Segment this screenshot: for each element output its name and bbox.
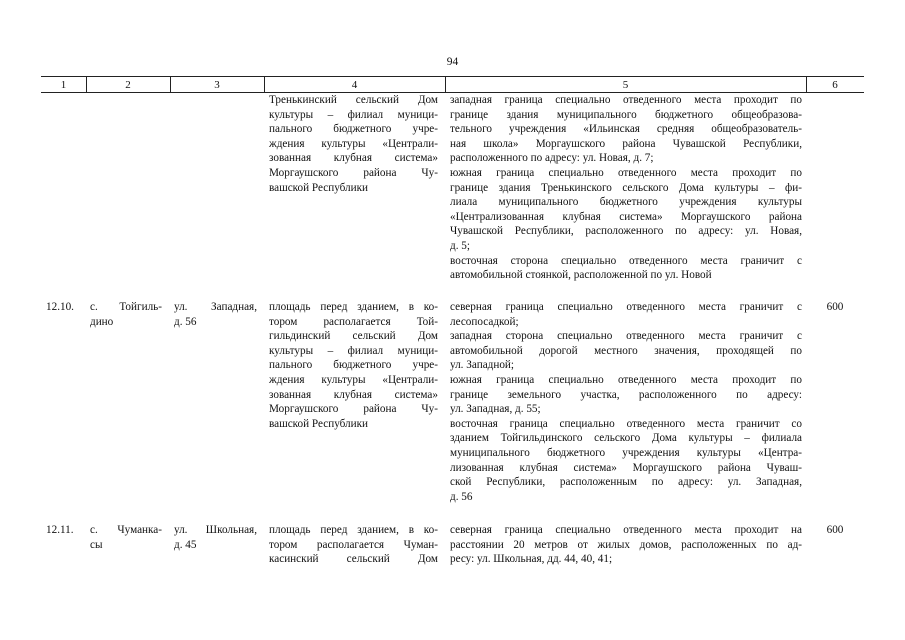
- table-row-boundaries: северная граница специально отведенного места граничит с лесопосадкой; западная сторона специально отведенного места граничит с автомобильной дорогой местного значения, проходящей по ул. Западной; южная граница специально отведенного места проходит по границе земельного участка, расположенного по адресу: ул. Западная, д. 55; восточная граница специально отведенного места граничит со зданием Тойгильдинского сельского Дома культуры – филиала муниципального бюджетного учреждения культуры «Центра- лизованная клубная система» Моргаушского района Чуваш- ской Республики, расположенным по адресу: ул. Западная, д. 56: [450, 301, 802, 503]
- table-row-description: площадь перед зданием, в ко- тором располагается Той- гильдинский сельский Дом культуры – филиал муници- пального бюджетного учре- ждения культуры «Централи- зованная клубная система» Моргаушского района Чу- вашской Республики: [269, 301, 438, 430]
- header-col-2: 2: [125, 79, 131, 91]
- page-number: 94: [446, 56, 459, 68]
- table-row-number: 12.10.: [46, 301, 74, 313]
- header-col-3: 3: [214, 79, 220, 91]
- table-row-capacity: 600: [826, 301, 844, 313]
- table-row-place: с. Тойгиль- дино: [90, 301, 162, 328]
- header-col-4: 4: [351, 79, 358, 91]
- table-row-description: Тренькинский сельский Дом культуры – филиал муници- пального бюджетного учре- ждения культуры «Централи- зованная клубная система» Моргаушского района Чу- вашской Республики: [269, 94, 438, 194]
- header-col-1: 1: [60, 79, 67, 91]
- table-row-address: ул. Школьная, д. 45: [174, 524, 257, 551]
- table-row-place: с. Чуманка- сы: [90, 524, 162, 551]
- header-col-5: 5: [622, 79, 629, 91]
- table-row-address: ул. Западная, д. 56: [174, 301, 257, 328]
- table-row-capacity: 600: [826, 524, 844, 536]
- table-row-boundaries: западная граница специально отведенного места проходит по границе здания муниципального бюджетного общеобразова- тельного учреждения «Ильинская средняя общеобразователь- ная школа» Моргаушского района Чувашской Республики, расположенного по адресу: ул. Новая, д. 7; южная граница специально отведенного места проходит по границе здания Тренькинского сельского Дома культуры – фи- лиала муниципального бюджетного учреждения культуры «Централизованная клубная система» Моргаушского района Чувашской Республики, расположенного по адресу: ул. Новая, д. 5; восточная сторона специально отведенного места граничит с автомобильной стоянкой, расположенной по ул. Новой: [450, 94, 802, 282]
- header-top-rule: [41, 76, 864, 77]
- table-row-number: 12.11.: [46, 524, 74, 536]
- table-row-boundaries: северная граница специально отведенного места проходит на расстоянии 20 метров от жилых домов, расположенных по ад- ресу: ул. Школьная, дд. 44, 40, 41;: [450, 524, 802, 566]
- table-row-description: площадь перед зданием, в ко- тором располагается Чуман- касинский сельский Дом: [269, 524, 438, 566]
- header-col-6: 6: [832, 79, 838, 91]
